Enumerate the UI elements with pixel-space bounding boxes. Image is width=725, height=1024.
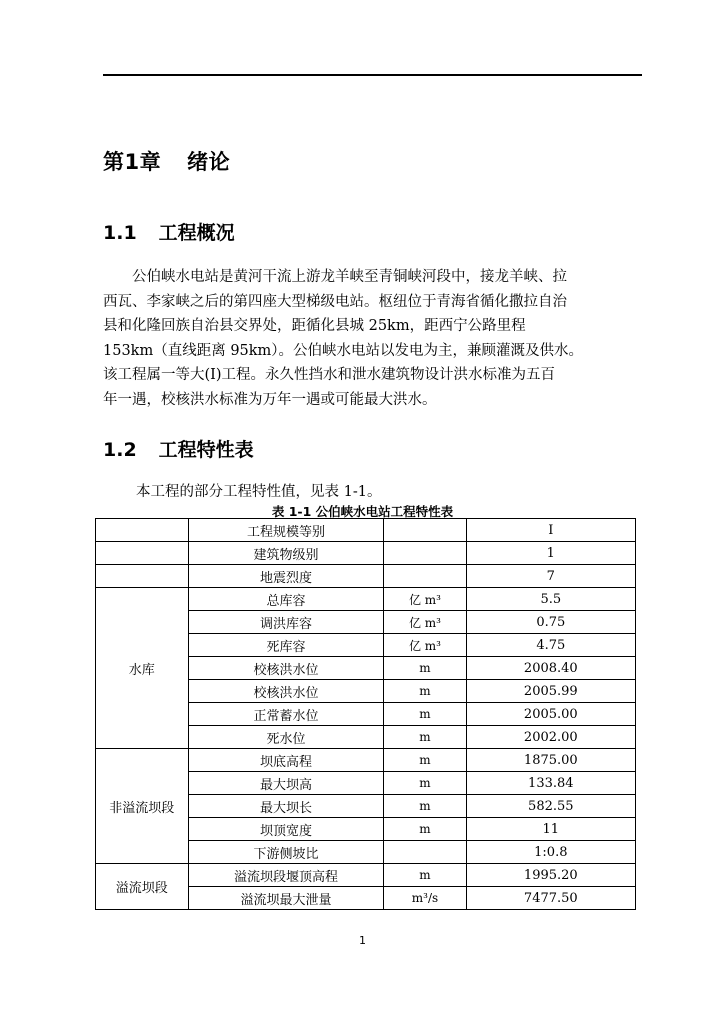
unit-cell: [384, 841, 466, 864]
unit-cell: [384, 565, 466, 588]
unit-cell: 亿 m³: [384, 588, 466, 611]
section-title: 工程概况: [158, 222, 235, 244]
paragraph-line: 公伯峡水电站是黄河干流上游龙羊峡至青铜峡河段中，接龙羊峡、拉: [103, 269, 567, 285]
item-cell: 地震烈度: [188, 565, 384, 588]
value-cell: 133.84: [466, 772, 635, 795]
table-row: [96, 519, 636, 542]
item-cell: 正常蓄水位: [188, 703, 384, 726]
unit-cell: m: [384, 657, 466, 680]
table-intro-text: 本工程的部分工程特性值，见表 1-1。: [136, 484, 382, 500]
table-row: [96, 588, 636, 611]
value-cell: 4.75: [466, 634, 635, 657]
section-heading-1: [103, 218, 235, 245]
unit-cell: [384, 519, 466, 542]
table-row: [96, 749, 636, 772]
item-cell: 调洪库容: [188, 611, 384, 634]
value-cell: Ⅰ: [466, 519, 635, 542]
section-heading-2: [103, 435, 254, 462]
group-cell-non-overflow-dam: 非溢流坝段: [96, 749, 189, 864]
item-cell: 死水位: [188, 726, 384, 749]
item-cell: 下游侧坡比: [188, 841, 384, 864]
item-cell: 校核洪水位: [188, 680, 384, 703]
table-row: [96, 542, 636, 565]
unit-cell: m: [384, 864, 466, 887]
unit-cell: m: [384, 818, 466, 841]
table-caption: 表 1-1 公伯峡水电站工程特性表: [271, 504, 454, 519]
item-cell: 校核洪水位: [188, 657, 384, 680]
paragraph-line: 该工程属一等大(Ⅰ)工程。永久性挡水和泄水建筑物设计洪水标准为五百: [103, 367, 556, 383]
paragraph-line: 153km（直线距离 95km）。公伯峡水电站以发电为主，兼顾灌溉及供水。: [103, 342, 584, 359]
spec-table: [95, 518, 636, 910]
chapter-heading: [103, 146, 230, 176]
item-cell: 总库容: [188, 588, 384, 611]
group-cell-empty: [96, 565, 189, 588]
section-number: 1.2: [103, 439, 137, 461]
item-cell: 坝顶宽度: [188, 818, 384, 841]
item-cell: 坝底高程: [188, 749, 384, 772]
unit-cell: m: [384, 749, 466, 772]
group-cell-empty: [96, 542, 189, 565]
paragraph-line: 西瓦、李家峡之后的第四座大型梯级电站。枢纽位于青海省循化撒拉自治: [103, 293, 567, 310]
group-cell-reservoir: 水库: [96, 588, 189, 749]
unit-cell: m: [384, 726, 466, 749]
unit-cell: [384, 542, 466, 565]
value-cell: 582.55: [466, 795, 635, 818]
group-cell-overflow-dam: 溢流坝段: [96, 864, 189, 910]
chapter-number: 第1章: [103, 150, 162, 174]
value-cell: 5.5: [466, 588, 635, 611]
page-number: 1: [359, 934, 366, 947]
value-cell: 2005.00: [466, 703, 635, 726]
table-row: [96, 565, 636, 588]
value-cell: 2008.40: [466, 657, 635, 680]
item-cell: 最大坝高: [188, 772, 384, 795]
section-number: 1.1: [103, 222, 137, 244]
section-title: 工程特性表: [158, 439, 254, 461]
header-rule: [103, 74, 642, 76]
item-cell: 死库容: [188, 634, 384, 657]
value-cell: 11: [466, 818, 635, 841]
value-cell: 1995.20: [466, 864, 635, 887]
group-cell-empty: [96, 519, 189, 542]
item-cell: 最大坝长: [188, 795, 384, 818]
value-cell: 7: [466, 565, 635, 588]
overview-paragraph: [103, 265, 648, 412]
item-cell: 溢流坝最大泄量: [188, 887, 384, 910]
value-cell: 1875.00: [466, 749, 635, 772]
table-row: [96, 864, 636, 887]
value-cell: 7477.50: [466, 887, 635, 910]
value-cell: 2002.00: [466, 726, 635, 749]
value-cell: 0.75: [466, 611, 635, 634]
unit-cell: m³/s: [384, 887, 466, 910]
paragraph-line: 年一遇，校核洪水标准为万年一遇或可能最大洪水。: [103, 391, 437, 408]
item-cell: 溢流坝段堰顶高程: [188, 864, 384, 887]
unit-cell: 亿 m³: [384, 611, 466, 634]
unit-cell: m: [384, 680, 466, 703]
unit-cell: m: [384, 772, 466, 795]
value-cell: 2005.99: [466, 680, 635, 703]
unit-cell: m: [384, 795, 466, 818]
value-cell: 1:0.8: [466, 841, 635, 864]
chapter-title: 绪论: [187, 150, 231, 174]
item-cell: 建筑物级别: [188, 542, 384, 565]
unit-cell: m: [384, 703, 466, 726]
unit-cell: 亿 m³: [384, 634, 466, 657]
value-cell: 1: [466, 542, 635, 565]
paragraph-line: 县和化隆回族自治县交界处，距循化县城 25km，距西宁公路里程: [103, 318, 526, 334]
item-cell: 工程规模等别: [188, 519, 384, 542]
